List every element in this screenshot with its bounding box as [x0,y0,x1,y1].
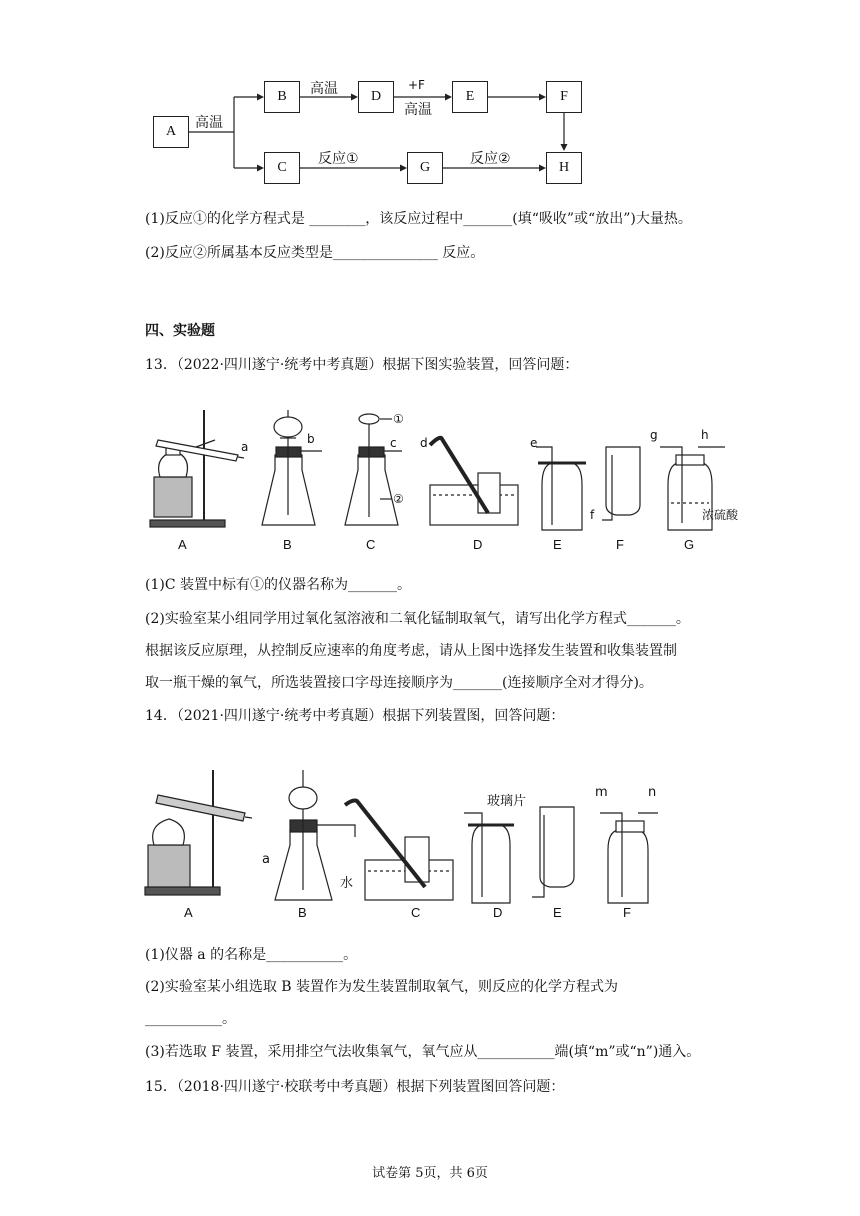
node-e: E [452,81,488,113]
q13-mark-2: ② [393,492,404,506]
q13-port-f: f [590,508,595,522]
q13-line-4: 取一瓶干燥的氧气，所选装置接口字母连接顺序为_______(连接顺序全对才得分)。 [145,675,653,691]
node-g: G [407,152,443,184]
q14-apparatus-drawing [140,765,660,905]
q13-port-h: h [701,428,709,442]
q15-intro: 15．（2018·四川遂宁·校联考中考真题）根据下列装置图回答问题： [145,1079,565,1095]
q12-line-2: (2)反应②所属基本反应类型是_______________ 反应。 [145,245,485,261]
q13-mark-1: ① [393,412,404,426]
node-d: D [358,81,394,113]
q14-line-4: (3)若选取 F 装置，采用排空气法收集氧气，氧气应从___________端(填“m”或“n”)通入。 [145,1044,701,1060]
q13-apparatus-drawing [140,395,730,560]
q13-line-2: (2)实验室某小组同学用过氧化氢溶液和二氧化锰制取氧气，请写出化学方程式_______。 [145,611,690,627]
q13-caption-c: C [366,537,376,552]
q14-label-glass-plate: 玻璃片 [487,794,527,809]
q14-label-a: a [262,852,270,867]
q13-caption-a: A [178,537,187,552]
q14-line-2: (2)实验室某小组选取 B 装置作为发生装置制取氧气，则反应的化学方程式为 [145,979,619,995]
node-f: F [546,81,582,113]
q13-caption-f: F [616,537,624,552]
q14-line-3: ___________。 [145,1011,236,1027]
q13-caption-g: G [684,537,695,552]
q13-port-b: b [307,432,315,446]
q13-line-1: (1)C 装置中标有①的仪器名称为_______。 [145,577,411,593]
q13-caption-d: D [473,537,483,552]
q13-port-a: a [241,440,249,454]
node-c: C [264,152,300,184]
q13-caption-e: E [553,537,562,552]
label-a-high-temp: 高温 [195,115,223,131]
q13-label-acid: 浓硫酸 [702,508,739,522]
q14-caption-f: F [623,905,631,920]
label-de-high-temp: 高温 [404,102,432,118]
node-b: B [264,81,300,113]
label-de-plus-f: +F [408,78,425,92]
q14-label-water: 水 [340,876,354,891]
q13-port-g: g [650,428,658,442]
page-footer: 试卷第 5页，共 6页 [372,1166,488,1181]
q14-label-n: n [648,785,657,800]
node-h: H [546,152,582,184]
label-reaction-2: 反应② [470,151,511,167]
q14-line-1: (1)仪器 a 的名称是___________。 [145,947,358,963]
q13-port-e: e [530,436,538,450]
q14-caption-d: D [493,905,503,920]
q14-intro: 14．（2021·四川遂宁·统考中考真题）根据下列装置图，回答问题： [145,708,565,724]
q14-caption-a: A [184,905,193,920]
label-reaction-1: 反应① [318,151,359,167]
q13-caption-b: B [283,537,292,552]
q13-port-d: d [420,436,428,450]
q14-caption-e: E [553,905,562,920]
q14-caption-c: C [411,905,421,920]
q12-line-1: (1)反应①的化学方程式是 ________，该反应过程中_______(填“吸收”或“放出”)大量热。 [145,211,692,227]
node-a: A [153,116,189,148]
q13-line-3: 根据该反应原理，从控制反应速率的角度考虑，请从上图中选择发生装置和收集装置制 [145,643,677,659]
section-heading: 四、实验题 [145,323,215,339]
q14-label-m: m [595,785,608,800]
q13-intro: 13．（2022·四川遂宁·统考中考真题）根据下图实验装置，回答问题： [145,357,579,373]
q13-port-c: c [390,436,397,450]
q14-caption-b: B [298,905,307,920]
label-bd-high-temp: 高温 [310,81,338,97]
